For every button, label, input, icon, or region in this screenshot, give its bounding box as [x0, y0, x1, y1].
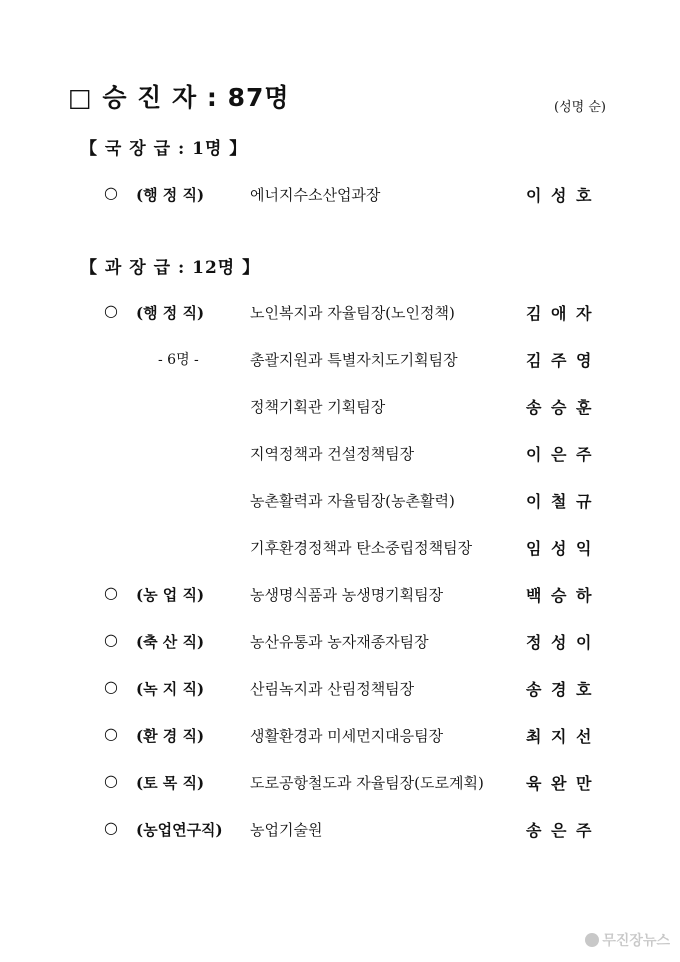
job-category: (농 업 직) [136, 586, 205, 604]
page-title: □ 승 진 자 : 87명 [68, 83, 290, 112]
person-name: 최 지 선 [526, 727, 594, 746]
person-name: 이 성 호 [526, 186, 594, 205]
job-category: (축 산 직) [136, 633, 205, 651]
department: 에너지수소산업과장 [250, 186, 381, 204]
department: 지역정책과 건설정책팀장 [250, 445, 415, 463]
person-name: 이 은 주 [526, 445, 594, 464]
department: 총괄지원과 특별자치도기획팀장 [250, 351, 458, 369]
person-name: 정 성 이 [526, 633, 594, 652]
person-name: 김 애 자 [526, 304, 594, 323]
list-item [0, 770, 680, 794]
department: 정책기획관 기획팀장 [250, 398, 386, 416]
list-item [0, 441, 680, 465]
circle-bullet-icon: ○ [104, 771, 118, 790]
watermark [585, 930, 670, 950]
circle-bullet-icon: ○ [104, 724, 118, 743]
section-heading-director: 【 국 장 급 : 1명 】 [80, 139, 248, 159]
section-heading-manager: 【 과 장 급 : 12명 】 [80, 258, 261, 278]
list-item [0, 347, 680, 371]
person-name: 임 성 익 [526, 539, 594, 558]
list-item [0, 629, 680, 653]
job-category: (행 정 직) [136, 186, 205, 204]
job-category: (토 목 직) [136, 774, 205, 792]
list-item [0, 488, 680, 512]
list-item [0, 676, 680, 700]
job-category: (농업연구직) [136, 821, 223, 839]
circle-bullet-icon: ○ [104, 183, 118, 202]
list-item [0, 300, 680, 324]
department: 도로공항철도과 자율팀장(도로계획) [250, 774, 484, 792]
category-count: - 6명 - [158, 352, 199, 368]
circle-bullet-icon: ○ [104, 630, 118, 649]
job-category: (환 경 직) [136, 727, 205, 745]
person-name: 육 완 만 [526, 774, 594, 793]
department: 농촌활력과 자율팀장(농촌활력) [250, 492, 455, 510]
list-item [0, 723, 680, 747]
sort-note: (성명 순) [554, 100, 606, 115]
department: 생활환경과 미세먼지대응팀장 [250, 727, 444, 745]
person-name: 송 은 주 [526, 821, 594, 840]
circle-bullet-icon: ○ [104, 301, 118, 320]
job-category: (녹 지 직) [136, 680, 205, 698]
department: 산림녹지과 산림정책팀장 [250, 680, 415, 698]
circle-bullet-icon: ○ [104, 677, 118, 696]
department: 농생명식품과 농생명기획팀장 [250, 586, 444, 604]
list-item [0, 582, 680, 606]
job-category: (행 정 직) [136, 304, 205, 322]
department: 기후환경정책과 탄소중립정책팀장 [250, 539, 473, 557]
person-name: 백 승 하 [526, 586, 594, 605]
person-name: 이 철 규 [526, 492, 594, 511]
watermark-text: 무진장뉴스 [602, 933, 670, 949]
department: 농산유통과 농자재종자팀장 [250, 633, 429, 651]
list-item [0, 817, 680, 841]
circle-bullet-icon: ○ [104, 583, 118, 602]
person-name: 김 주 영 [526, 351, 594, 370]
list-item [0, 535, 680, 559]
logo-icon [585, 933, 599, 947]
circle-bullet-icon: ○ [104, 818, 118, 837]
person-name: 송 승 훈 [526, 398, 594, 417]
list-item [0, 182, 680, 206]
list-item [0, 394, 680, 418]
department: 노인복지과 자율팀장(노인정책) [250, 304, 455, 322]
person-name: 송 경 호 [526, 680, 594, 699]
department: 농업기술원 [250, 821, 323, 839]
